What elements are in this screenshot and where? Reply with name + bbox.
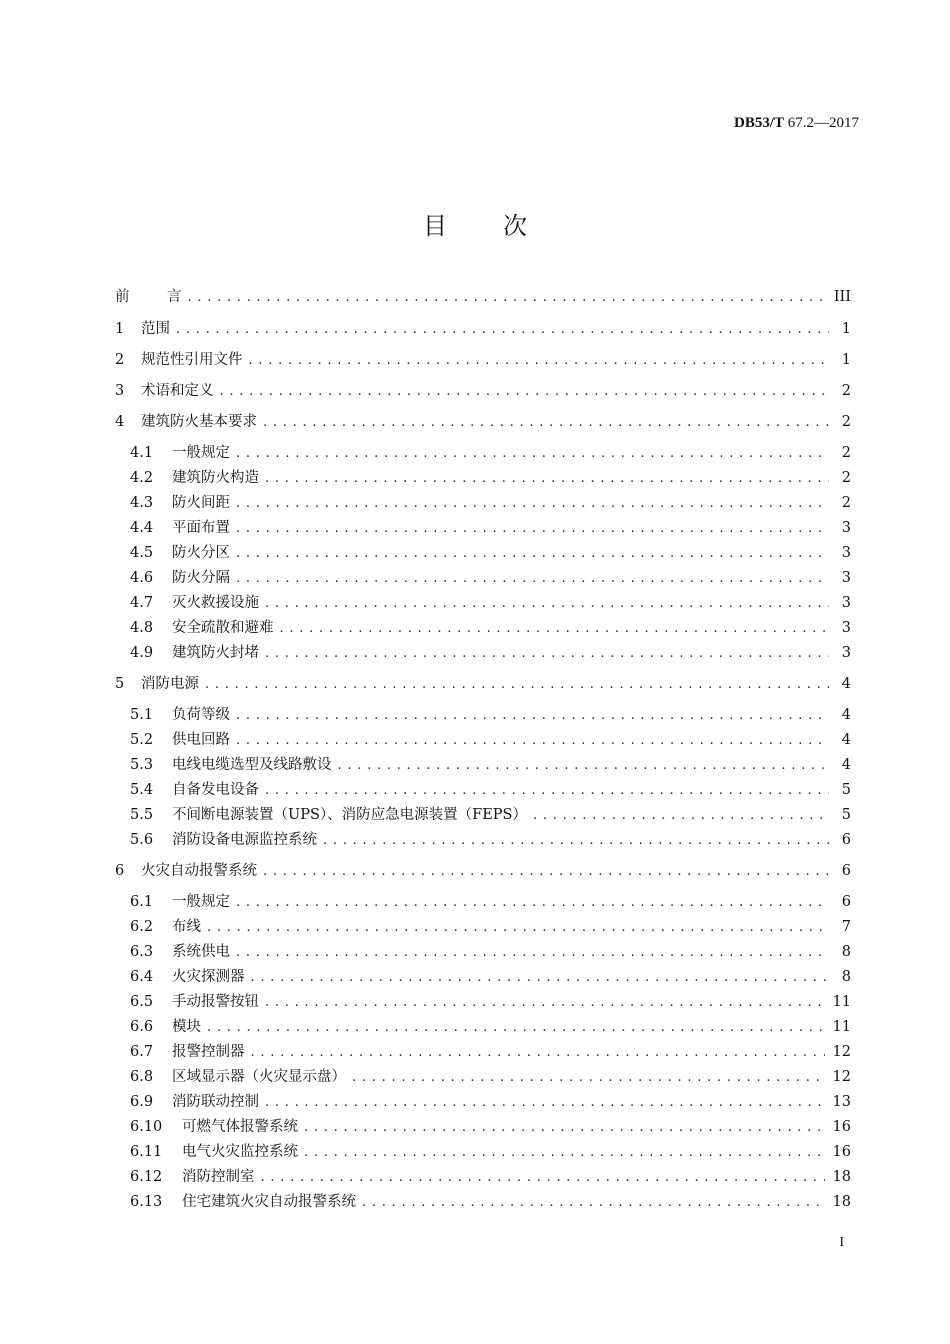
- toc-entry-number: 5.2: [130, 732, 154, 748]
- toc-entry-number: 5.6: [130, 832, 154, 848]
- document-code-number: 67.2—2017: [784, 115, 859, 131]
- toc-entry-label: 防火间距: [172, 495, 230, 511]
- toc-entry-number: 5.5: [130, 807, 154, 823]
- toc-entry-label: 建筑防火构造: [172, 470, 259, 486]
- toc-leader-dots: [263, 861, 829, 883]
- toc-entry-page: 1: [841, 352, 851, 368]
- toc-entry-number: 6.13: [130, 1194, 163, 1210]
- toc-entry-number: 4.5: [130, 545, 154, 561]
- toc-leader-dots: [251, 1042, 825, 1064]
- page-title: 目次: [423, 212, 583, 240]
- toc-entry[interactable]: [130, 1091, 851, 1113]
- toc-entry-number: 1: [115, 321, 125, 337]
- toc-entry-page: 7: [841, 919, 851, 935]
- toc-entry-page: III: [833, 289, 851, 305]
- toc-entry-number: 4: [115, 414, 125, 430]
- toc-entry-page: 8: [841, 944, 851, 960]
- toc-entry[interactable]: [115, 349, 851, 371]
- toc-entry-page: 8: [841, 969, 851, 985]
- toc-entry-label: 供电回路: [172, 732, 230, 748]
- toc-entry-number: 5.3: [130, 757, 154, 773]
- document-code: [734, 115, 859, 132]
- toc-entry[interactable]: [130, 1041, 851, 1063]
- toc-entry-label: 消防控制室: [182, 1169, 255, 1185]
- toc-entry-page: 2: [841, 383, 851, 399]
- toc-entry-label: 防火分区: [172, 545, 230, 561]
- toc-entry-label: 建筑防火基本要求: [141, 414, 257, 430]
- toc-entry[interactable]: [130, 941, 851, 963]
- toc-leader-dots: [261, 1167, 825, 1189]
- toc-entry[interactable]: [130, 1141, 851, 1163]
- toc-entry-page: 2: [841, 445, 851, 461]
- toc-entry[interactable]: [130, 829, 851, 851]
- toc-entry-label: 灭火救援设施: [172, 595, 259, 611]
- toc-entry-label: 电线电缆选型及线路敷设: [172, 757, 332, 773]
- toc-entry-label: 防火分隔: [172, 570, 230, 586]
- toc-entry-label: 消防设备电源监控系统: [172, 832, 317, 848]
- toc-entry-number: 5: [115, 676, 125, 692]
- toc-entry-page: 16: [832, 1119, 851, 1135]
- toc-entry-page: 12: [832, 1069, 851, 1085]
- toc-leader-dots: [236, 493, 829, 515]
- toc-entry[interactable]: [130, 1116, 851, 1138]
- page-number: I: [839, 1235, 844, 1250]
- toc-entry-page: 11: [832, 1019, 851, 1035]
- toc-leader-dots: [265, 1092, 825, 1114]
- toc-entry-number: 6.5: [130, 994, 154, 1010]
- toc-entry[interactable]: [130, 754, 851, 776]
- toc-leader-dots: [362, 1192, 825, 1214]
- toc-entry[interactable]: [130, 1016, 851, 1038]
- toc-entry-number: 6.7: [130, 1044, 154, 1060]
- toc-entry[interactable]: [130, 567, 851, 589]
- toc-entry-label: 一般规定: [172, 894, 230, 910]
- toc-entry-number: 4.3: [130, 495, 154, 511]
- toc-entry-label: 布线: [172, 919, 201, 935]
- toc-entry[interactable]: [130, 542, 851, 564]
- toc-leader-dots: [263, 412, 829, 434]
- toc-leader-dots: [352, 1067, 825, 1089]
- toc-leader-dots: [304, 1117, 825, 1139]
- toc-entry[interactable]: [115, 411, 851, 433]
- toc-leader-dots: [251, 967, 830, 989]
- toc-entry[interactable]: [130, 991, 851, 1013]
- toc-leader-dots: [280, 618, 830, 640]
- toc-entry[interactable]: [130, 592, 851, 614]
- toc-entry-label: 负荷等级: [172, 707, 230, 723]
- toc-entry[interactable]: [130, 1066, 851, 1088]
- toc-leader-dots: [236, 568, 829, 590]
- toc-leader-dots: [236, 942, 829, 964]
- toc-entry-number: 6.9: [130, 1094, 154, 1110]
- toc-leader-dots: [176, 319, 829, 341]
- toc-entry[interactable]: [130, 467, 851, 489]
- toc-leader-dots: [533, 805, 829, 827]
- toc-entry[interactable]: [130, 517, 851, 539]
- toc-entry-label: 平面布置: [172, 520, 230, 536]
- toc-entry-number: 4.4: [130, 520, 154, 536]
- toc-entry-page: 13: [832, 1094, 851, 1110]
- toc-entry[interactable]: [130, 891, 851, 913]
- toc-entry-page: 3: [841, 520, 851, 536]
- toc-entry-number: 4.8: [130, 620, 154, 636]
- toc-entry[interactable]: [130, 442, 851, 464]
- toc-leader-dots: [338, 755, 830, 777]
- toc-entry-page: 2: [841, 470, 851, 486]
- toc-entry-label: 住宅建筑火灾自动报警系统: [182, 1194, 356, 1210]
- toc-entry-label: 电气火灾监控系统: [182, 1144, 298, 1160]
- toc-entry-page: 18: [832, 1169, 851, 1185]
- toc-entry-number: 4.2: [130, 470, 154, 486]
- toc-entry[interactable]: [130, 1191, 851, 1213]
- toc-leader-dots: [265, 643, 829, 665]
- toc-entry-page: 6: [841, 863, 851, 879]
- toc-entry-number: 6.4: [130, 969, 154, 985]
- toc-leader-dots: [265, 992, 825, 1014]
- toc-entry-label: 手动报警按钮: [172, 994, 259, 1010]
- toc-entry[interactable]: [115, 286, 851, 308]
- toc-leader-dots: [304, 1142, 825, 1164]
- toc-entry-label: 安全疏散和避难: [172, 620, 274, 636]
- toc-entry-number: 6: [115, 863, 125, 879]
- toc-entry-number: 6.11: [130, 1144, 163, 1160]
- toc-entry-page: 4: [841, 757, 851, 773]
- toc-entry-number: 2: [115, 352, 125, 368]
- toc-leader-dots: [205, 674, 829, 696]
- toc-leader-dots: [236, 892, 829, 914]
- toc-entry-number: 6.8: [130, 1069, 154, 1085]
- toc-leader-dots: [265, 593, 829, 615]
- toc-entry[interactable]: [130, 966, 851, 988]
- toc-leader-dots: [236, 443, 829, 465]
- toc-entry[interactable]: [130, 704, 851, 726]
- toc-entry-label: 消防电源: [141, 676, 199, 692]
- toc-entry-number: 5.1: [130, 707, 154, 723]
- toc-entry[interactable]: [130, 804, 851, 826]
- toc-entry-number: 4.1: [130, 445, 154, 461]
- toc-entry-number: 4.7: [130, 595, 154, 611]
- toc-entry-label: 区域显示器（火灾显示盘）: [172, 1069, 346, 1085]
- toc-entry-page: 5: [841, 782, 851, 798]
- toc-leader-dots: [236, 518, 829, 540]
- toc-entry[interactable]: [115, 380, 851, 402]
- toc-entry-label: 系统供电: [172, 944, 230, 960]
- toc-entry-number: 6.1: [130, 894, 154, 910]
- toc-entry-label: 消防联动控制: [172, 1094, 259, 1110]
- toc-entry-page: 2: [841, 414, 851, 430]
- toc-leader-dots: [265, 780, 829, 802]
- toc-entry-number: 6.3: [130, 944, 154, 960]
- toc-entry-label: 规范性引用文件: [141, 352, 243, 368]
- toc-entry-page: 18: [832, 1194, 851, 1210]
- toc-leader-dots: [323, 830, 829, 852]
- toc-entry[interactable]: [130, 617, 851, 639]
- toc-entry[interactable]: [115, 860, 851, 882]
- toc-entry[interactable]: [130, 492, 851, 514]
- toc-entry-page: 3: [841, 620, 851, 636]
- toc-entry-page: 3: [841, 645, 851, 661]
- toc-entry-label: 一般规定: [172, 445, 230, 461]
- toc-leader-dots: [207, 917, 829, 939]
- toc-leader-dots: [265, 468, 829, 490]
- toc-entry-number: 6.12: [130, 1169, 163, 1185]
- toc-entry-label: 不间断电源装置（UPS）、消防应急电源装置（FEPS）: [172, 807, 527, 823]
- toc-entry-label: 模块: [172, 1019, 201, 1035]
- toc-entry-page: 16: [832, 1144, 851, 1160]
- toc-entry-number: 6.2: [130, 919, 154, 935]
- toc-entry-number: 6.6: [130, 1019, 154, 1035]
- toc-entry[interactable]: [130, 642, 851, 664]
- toc-entry-page: 3: [841, 545, 851, 561]
- toc-entry-label: 术语和定义: [141, 383, 214, 399]
- toc-entry-number: 4.6: [130, 570, 154, 586]
- document-code-prefix: DB53/T: [733, 115, 784, 131]
- toc-entry[interactable]: [130, 1166, 851, 1188]
- toc-entry-page: 3: [841, 595, 851, 611]
- toc-leader-dots: [236, 543, 829, 565]
- toc-entry-label: 报警控制器: [172, 1044, 245, 1060]
- toc-entry-page: 3: [841, 570, 851, 586]
- toc-entry[interactable]: [130, 916, 851, 938]
- toc-entry-label: 范围: [141, 321, 170, 337]
- toc-entry[interactable]: [115, 673, 851, 695]
- toc-entry-label: 言: [167, 289, 182, 305]
- toc-entry-page: 1: [841, 321, 851, 337]
- toc-entry-number: 前: [115, 289, 130, 305]
- toc-entry[interactable]: [115, 318, 851, 340]
- toc-entry-number: 4.9: [130, 645, 154, 661]
- toc-entry-number: 6.10: [130, 1119, 163, 1135]
- toc-entry-label: 自备发电设备: [172, 782, 259, 798]
- toc-entry-page: 4: [841, 732, 851, 748]
- toc-entry-number: 5.4: [130, 782, 154, 798]
- toc-entry-page: 6: [841, 894, 851, 910]
- toc-leader-dots: [207, 1017, 825, 1039]
- toc-leader-dots: [188, 287, 826, 309]
- toc-entry-label: 可燃气体报警系统: [182, 1119, 298, 1135]
- toc-entry-page: 4: [841, 676, 851, 692]
- toc-entry-label: 火灾探测器: [172, 969, 245, 985]
- toc-entry[interactable]: [130, 729, 851, 751]
- toc-entry-page: 4: [841, 707, 851, 723]
- toc-leader-dots: [236, 730, 829, 752]
- toc-entry-page: 6: [841, 832, 851, 848]
- toc-leader-dots: [249, 350, 830, 372]
- toc-leader-dots: [220, 381, 830, 403]
- toc-entry-label: 火灾自动报警系统: [141, 863, 257, 879]
- toc-entry-label: 建筑防火封堵: [172, 645, 259, 661]
- toc-entry-number: 3: [115, 383, 125, 399]
- toc-entry-page: 5: [841, 807, 851, 823]
- toc-entry[interactable]: [130, 779, 851, 801]
- toc-entry-page: 11: [832, 994, 851, 1010]
- toc-leader-dots: [236, 705, 829, 727]
- toc-entry-page: 2: [841, 495, 851, 511]
- toc-entry-page: 12: [832, 1044, 851, 1060]
